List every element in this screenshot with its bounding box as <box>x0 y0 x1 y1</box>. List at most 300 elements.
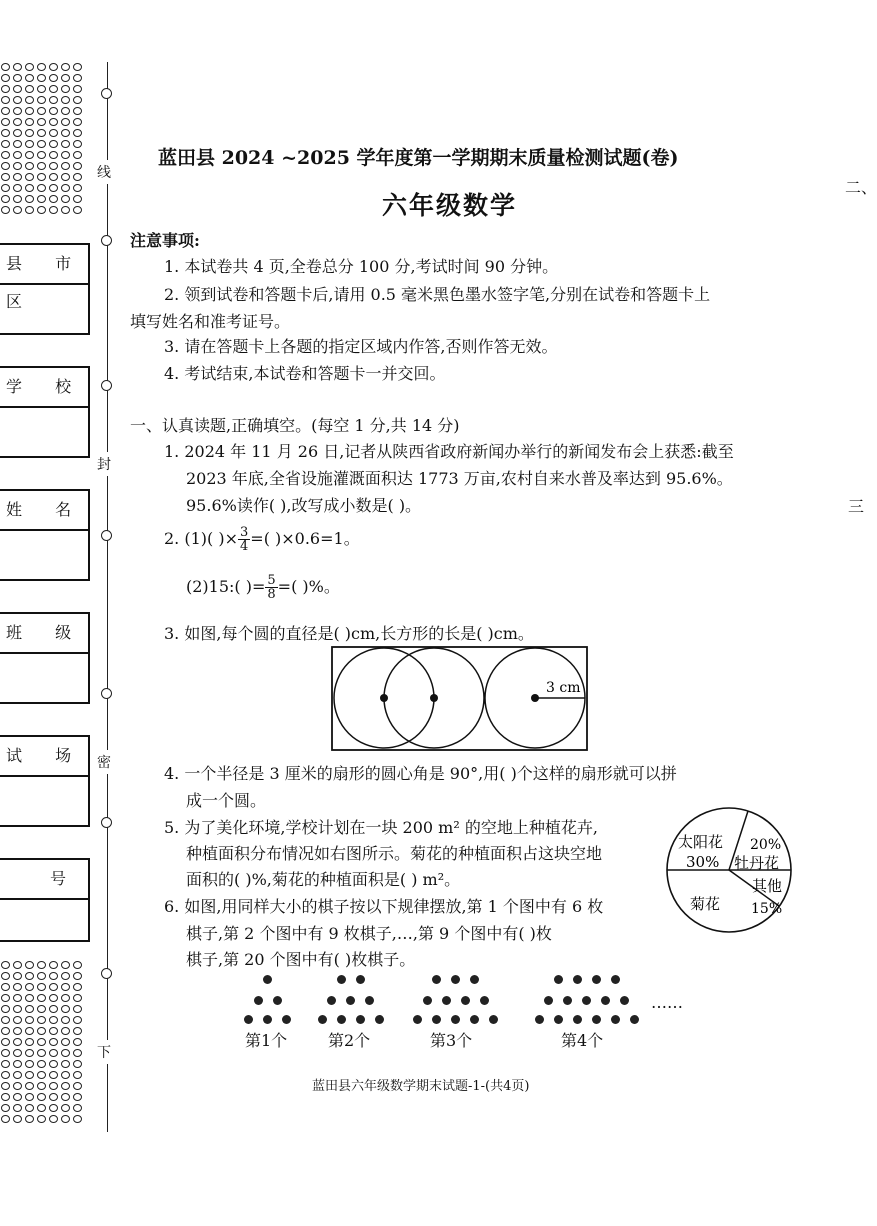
margin-dot <box>49 1038 58 1046</box>
pattern-caption: 第3个 <box>430 1031 473 1050</box>
margin-dot <box>13 140 22 148</box>
binding-char-mi: 密 <box>97 750 111 774</box>
margin-dot <box>61 1016 70 1024</box>
margin-dot <box>37 1115 46 1123</box>
margin-dot <box>49 63 58 71</box>
margin-dot <box>37 994 46 1002</box>
field-label: 班 级 <box>0 614 88 654</box>
margin-dot <box>13 107 22 115</box>
margin-dot <box>49 1082 58 1090</box>
next-page-section-2: 二、 <box>845 178 877 197</box>
margin-dot <box>61 107 70 115</box>
margin-dot <box>61 206 70 214</box>
margin-dot <box>37 74 46 82</box>
margin-dot <box>25 85 34 93</box>
margin-dot <box>73 1049 82 1057</box>
pie-label-sunflower: 太阳花 <box>678 833 724 851</box>
margin-dot <box>61 961 70 969</box>
margin-dot <box>37 107 46 115</box>
chess-piece <box>573 1015 582 1024</box>
margin-dot <box>13 129 22 137</box>
margin-dot <box>13 961 22 969</box>
exam-title: 蓝田县 2024 ~2025 学年度第一学期期末质量检测试题(卷) <box>158 147 679 169</box>
margin-dot <box>37 961 46 969</box>
margin-dot <box>13 206 22 214</box>
margin-dot <box>37 206 46 214</box>
pie-pct-peony: 20% <box>750 837 782 853</box>
margin-dot <box>1 96 10 104</box>
chess-piece <box>601 996 610 1005</box>
margin-dot <box>37 195 46 203</box>
field-class[interactable] <box>0 612 90 704</box>
margin-dot <box>13 63 22 71</box>
margin-dot <box>37 85 46 93</box>
dot-pattern-bottom <box>0 960 84 1125</box>
binding-ring <box>101 968 112 979</box>
margin-dot <box>61 1060 70 1068</box>
margin-dot <box>49 1071 58 1079</box>
margin-dot <box>13 1016 22 1024</box>
margin-dot <box>37 1104 46 1112</box>
margin-dot <box>1 85 10 93</box>
margin-dot <box>37 96 46 104</box>
margin-dot <box>25 129 34 137</box>
binding-char-xia: 下 <box>97 1040 111 1064</box>
binding-char-xian: 线 <box>97 160 111 184</box>
chess-piece <box>544 996 553 1005</box>
q5-line: 5. 为了美化环境,学校计划在一块 200 m² 的空地上种植花卉, <box>164 818 598 837</box>
q5-line: 面积的( )%,菊花的种植面积是( ) m²。 <box>186 870 461 889</box>
binding-ring <box>101 235 112 246</box>
chess-piece <box>263 1015 272 1024</box>
margin-dot <box>61 994 70 1002</box>
margin-dot <box>25 74 34 82</box>
margin-dot <box>61 1005 70 1013</box>
chess-piece <box>592 1015 601 1024</box>
notice-heading: 注意事项: <box>130 231 200 250</box>
margin-dot <box>73 1104 82 1112</box>
margin-dot <box>61 85 70 93</box>
margin-dot <box>25 96 34 104</box>
chess-piece <box>442 996 451 1005</box>
margin-dot <box>25 151 34 159</box>
margin-dot <box>61 74 70 82</box>
margin-dot <box>13 1093 22 1101</box>
margin-dot <box>73 961 82 969</box>
q2-part1-pre: 2. (1)( )× <box>164 529 238 548</box>
margin-dot <box>37 184 46 192</box>
field-seat-number[interactable] <box>0 858 90 942</box>
margin-dot <box>1 74 10 82</box>
margin-dot <box>49 140 58 148</box>
margin-dot <box>73 63 82 71</box>
q6-line: 棋子,第 20 个图中有( )枚棋子。 <box>186 950 416 969</box>
margin-dot <box>49 173 58 181</box>
margin-dot <box>61 173 70 181</box>
q2-part1 <box>164 526 360 553</box>
binding-ring <box>101 688 112 699</box>
margin-dot <box>73 1071 82 1079</box>
chess-piece <box>365 996 374 1005</box>
chess-piece <box>413 1015 422 1024</box>
pie-label-peony: 牡丹花 <box>734 854 780 872</box>
q3-text: 3. 如图,每个圆的直径是( )cm,长方形的长是( )cm。 <box>164 624 534 643</box>
field-school[interactable] <box>0 366 90 458</box>
margin-dot <box>49 151 58 159</box>
field-label: 学 校 <box>0 368 88 408</box>
margin-dot <box>1 151 10 159</box>
section1-heading: 一、认真读题,正确填空。(每空 1 分,共 14 分) <box>130 416 460 435</box>
chess-piece <box>470 1015 479 1024</box>
q6-line: 棋子,第 2 个图中有 9 枚棋子,…,第 9 个图中有( )枚 <box>186 924 552 943</box>
margin-dot <box>49 1115 58 1123</box>
margin-dot <box>37 151 46 159</box>
chess-piece <box>282 1015 291 1024</box>
margin-dot <box>49 206 58 214</box>
denominator: 8 <box>267 587 276 602</box>
chess-piece <box>489 1015 498 1024</box>
margin-dot <box>49 129 58 137</box>
margin-dot <box>13 1115 22 1123</box>
margin-dot <box>61 972 70 980</box>
q6-line: 6. 如图,用同样大小的棋子按以下规律摆放,第 1 个图中有 6 枚 <box>164 897 604 916</box>
margin-dot <box>37 118 46 126</box>
margin-dot <box>25 1027 34 1035</box>
margin-dot <box>13 1005 22 1013</box>
margin-dot <box>1 1027 10 1035</box>
margin-dot <box>61 1082 70 1090</box>
margin-dot <box>37 162 46 170</box>
chess-piece <box>327 996 336 1005</box>
margin-dot <box>49 1049 58 1057</box>
margin-dot <box>37 1071 46 1079</box>
chess-piece <box>263 975 272 984</box>
margin-dot <box>49 195 58 203</box>
pie-label-other: 其他 <box>752 877 783 895</box>
q4-line: 4. 一个半径是 3 厘米的扇形的圆心角是 90°,用( )个这样的扇形就可以拼 <box>164 764 677 783</box>
margin-dot <box>1 206 10 214</box>
margin-dot <box>61 118 70 126</box>
binding-ring <box>101 817 112 828</box>
margin-dot <box>25 1071 34 1079</box>
margin-dot <box>25 195 34 203</box>
margin-dot <box>73 1027 82 1035</box>
margin-dot <box>1 1104 10 1112</box>
margin-dot <box>49 162 58 170</box>
margin-dot <box>73 184 82 192</box>
margin-dot <box>13 994 22 1002</box>
margin-dot <box>61 1115 70 1123</box>
margin-dot <box>1 140 10 148</box>
margin-dot <box>61 195 70 203</box>
chess-piece <box>356 1015 365 1024</box>
margin-dot <box>73 1005 82 1013</box>
chess-piece <box>451 975 460 984</box>
pie-pct-sunflower: 30% <box>686 853 720 871</box>
margin-dot <box>73 129 82 137</box>
chess-piece <box>630 1015 639 1024</box>
margin-dot <box>49 184 58 192</box>
binding-char-feng: 封 <box>97 452 111 476</box>
margin-dot <box>25 118 34 126</box>
margin-dot <box>73 1082 82 1090</box>
margin-dot <box>37 1060 46 1068</box>
margin-dot <box>13 1038 22 1046</box>
chess-piece <box>535 1015 544 1024</box>
margin-dot <box>73 195 82 203</box>
margin-dot <box>37 1049 46 1057</box>
field-label: 号 <box>0 860 88 900</box>
margin-dot <box>1 184 10 192</box>
chess-piece <box>346 996 355 1005</box>
chess-piece <box>432 1015 441 1024</box>
margin-dot <box>25 1093 34 1101</box>
margin-dot <box>49 994 58 1002</box>
margin-dot <box>61 184 70 192</box>
field-label: 试 场 <box>0 737 88 777</box>
margin-dot <box>49 1027 58 1035</box>
margin-dot <box>37 1016 46 1024</box>
subject-title: 六年级数学 <box>382 191 518 220</box>
margin-dot <box>13 151 22 159</box>
margin-dot <box>25 1104 34 1112</box>
chess-piece <box>432 975 441 984</box>
margin-dot <box>13 96 22 104</box>
margin-dot <box>49 1104 58 1112</box>
margin-dot <box>49 1060 58 1068</box>
flower-pie-chart <box>664 805 794 935</box>
margin-dot <box>13 1071 22 1079</box>
chess-piece <box>480 996 489 1005</box>
chess-piece <box>356 975 365 984</box>
margin-dot <box>37 1082 46 1090</box>
margin-dot <box>49 1016 58 1024</box>
margin-dot <box>1 129 10 137</box>
chess-piece <box>554 975 563 984</box>
chess-piece <box>582 996 591 1005</box>
circles-rectangle-figure <box>330 645 590 753</box>
margin-dot <box>1 1016 10 1024</box>
margin-dot <box>37 1093 46 1101</box>
chess-piece <box>573 975 582 984</box>
notice-item: 1. 本试卷共 4 页,全卷总分 100 分,考试时间 90 分钟。 <box>164 257 559 276</box>
margin-dot <box>49 1005 58 1013</box>
q2-part1-post: =( )×0.6=1。 <box>250 529 360 548</box>
margin-dot <box>1 1093 10 1101</box>
chess-piece <box>592 975 601 984</box>
margin-dot <box>25 206 34 214</box>
margin-dot <box>13 162 22 170</box>
margin-dot <box>49 983 58 991</box>
chess-piece <box>461 996 470 1005</box>
margin-dot <box>25 1115 34 1123</box>
fraction <box>238 526 250 553</box>
notice-item: 4. 考试结束,本试卷和答题卡一并交回。 <box>164 364 446 383</box>
chess-piece <box>554 1015 563 1024</box>
pattern-caption: 第4个 <box>561 1031 604 1050</box>
margin-dot <box>25 162 34 170</box>
margin-dot <box>25 184 34 192</box>
margin-dot <box>1 118 10 126</box>
margin-dot <box>61 140 70 148</box>
margin-dot <box>73 994 82 1002</box>
margin-dot <box>1 1071 10 1079</box>
pie-label-chrysanthemum: 菊花 <box>690 895 721 913</box>
binding-ring <box>101 530 112 541</box>
margin-dot <box>73 972 82 980</box>
q1-line: 95.6%读作( ),改写成小数是( )。 <box>186 496 422 515</box>
center-dot <box>430 694 438 702</box>
margin-dot <box>37 63 46 71</box>
margin-dot <box>13 1027 22 1035</box>
margin-dot <box>73 1093 82 1101</box>
margin-dot <box>1 1038 10 1046</box>
margin-dot <box>25 961 34 969</box>
chess-piece <box>611 1015 620 1024</box>
margin-dot <box>1 1005 10 1013</box>
margin-dot <box>73 1115 82 1123</box>
margin-dot <box>13 184 22 192</box>
margin-dot <box>13 195 22 203</box>
chess-piece <box>470 975 479 984</box>
margin-dot <box>1 961 10 969</box>
notice-item: 填写姓名和准考证号。 <box>130 312 291 331</box>
radius-label: 3 cm <box>546 680 581 696</box>
q5-line: 种植面积分布情况如右图所示。菊花的种植面积占这块空地 <box>186 844 603 863</box>
margin-dot <box>37 129 46 137</box>
pattern-caption: 第2个 <box>328 1031 371 1050</box>
margin-dot <box>25 994 34 1002</box>
margin-dot <box>73 118 82 126</box>
margin-dot <box>37 140 46 148</box>
q2-part2-pre: (2)15:( )= <box>186 577 266 596</box>
margin-dot <box>1 972 10 980</box>
margin-dot <box>37 173 46 181</box>
margin-dot <box>13 173 22 181</box>
chess-piece <box>375 1015 384 1024</box>
margin-dot <box>49 961 58 969</box>
margin-dot <box>25 63 34 71</box>
margin-dot <box>73 74 82 82</box>
numerator: 5 <box>267 573 276 588</box>
next-page-section-3: 三 <box>848 497 865 516</box>
margin-dot <box>1 994 10 1002</box>
margin-dot <box>1 162 10 170</box>
margin-dot <box>73 140 82 148</box>
field-exam-room[interactable] <box>0 735 90 827</box>
margin-dot <box>37 1038 46 1046</box>
margin-dot <box>1 63 10 71</box>
margin-dot <box>61 1071 70 1079</box>
margin-dot <box>61 1093 70 1101</box>
margin-dot <box>37 983 46 991</box>
margin-dot <box>13 85 22 93</box>
q1-line: 2023 年底,全省设施灌溉面积达 1773 万亩,农村自来水普及率达到 95.6%。 <box>186 469 733 488</box>
margin-dot <box>73 1016 82 1024</box>
margin-dot <box>25 1038 34 1046</box>
margin-dot <box>25 1060 34 1068</box>
margin-dot <box>37 972 46 980</box>
notice-item: 2. 领到试卷和答题卡后,请用 0.5 毫米黑色墨水签字笔,分别在试卷和答题卡上 <box>164 285 711 304</box>
field-label: 县 市 区 <box>0 245 88 285</box>
chess-piece <box>337 1015 346 1024</box>
margin-dot <box>73 173 82 181</box>
margin-dot <box>25 1049 34 1057</box>
chess-piece <box>423 996 432 1005</box>
margin-dot <box>13 972 22 980</box>
chess-piece <box>620 996 629 1005</box>
margin-dot <box>61 983 70 991</box>
margin-dot <box>25 1016 34 1024</box>
margin-dot <box>73 206 82 214</box>
margin-dot <box>1 1082 10 1090</box>
margin-dot <box>73 151 82 159</box>
margin-dot <box>49 972 58 980</box>
margin-dot <box>73 983 82 991</box>
margin-dot <box>13 983 22 991</box>
margin-dot <box>25 173 34 181</box>
margin-dot <box>49 74 58 82</box>
pattern-caption: 第1个 <box>245 1031 288 1050</box>
margin-dot <box>61 1027 70 1035</box>
margin-dot <box>37 1005 46 1013</box>
chess-piece <box>244 1015 253 1024</box>
margin-dot <box>49 85 58 93</box>
margin-dot <box>1 1115 10 1123</box>
margin-dot <box>73 96 82 104</box>
margin-dot <box>61 1104 70 1112</box>
chess-piece <box>318 1015 327 1024</box>
q4-line: 成一个圆。 <box>186 791 267 810</box>
margin-dot <box>1 983 10 991</box>
center-dot <box>380 694 388 702</box>
margin-dot <box>61 1038 70 1046</box>
chess-piece <box>254 996 263 1005</box>
margin-dot <box>1 1049 10 1057</box>
chess-piece <box>611 975 620 984</box>
binding-ring <box>101 380 112 391</box>
q1-line: 1. 2024 年 11 月 26 日,记者从陕西省政府新闻办举行的新闻发布会上获悉:截至 <box>164 442 734 461</box>
field-label: 姓 名 <box>0 491 88 531</box>
chess-piece <box>337 975 346 984</box>
q2-part2-post: =( )%。 <box>277 577 340 596</box>
numerator: 3 <box>240 525 249 540</box>
margin-dot <box>61 151 70 159</box>
field-county[interactable] <box>0 243 90 335</box>
margin-dot <box>73 1060 82 1068</box>
denominator: 4 <box>240 539 249 554</box>
margin-dot <box>37 1027 46 1035</box>
margin-dot <box>25 983 34 991</box>
margin-dot <box>73 162 82 170</box>
margin-dot <box>61 96 70 104</box>
margin-dot <box>61 1049 70 1057</box>
margin-dot <box>13 74 22 82</box>
margin-dot <box>49 96 58 104</box>
chess-piece <box>273 996 282 1005</box>
margin-dot <box>1 173 10 181</box>
pattern-ellipsis: …… <box>651 993 683 1012</box>
margin-dot <box>73 85 82 93</box>
chess-piece <box>563 996 572 1005</box>
margin-dot <box>1 1060 10 1068</box>
binding-ring <box>101 88 112 99</box>
margin-dot <box>25 1082 34 1090</box>
margin-dot <box>25 140 34 148</box>
margin-dot <box>13 1104 22 1112</box>
field-name[interactable] <box>0 489 90 581</box>
margin-dot <box>25 1005 34 1013</box>
